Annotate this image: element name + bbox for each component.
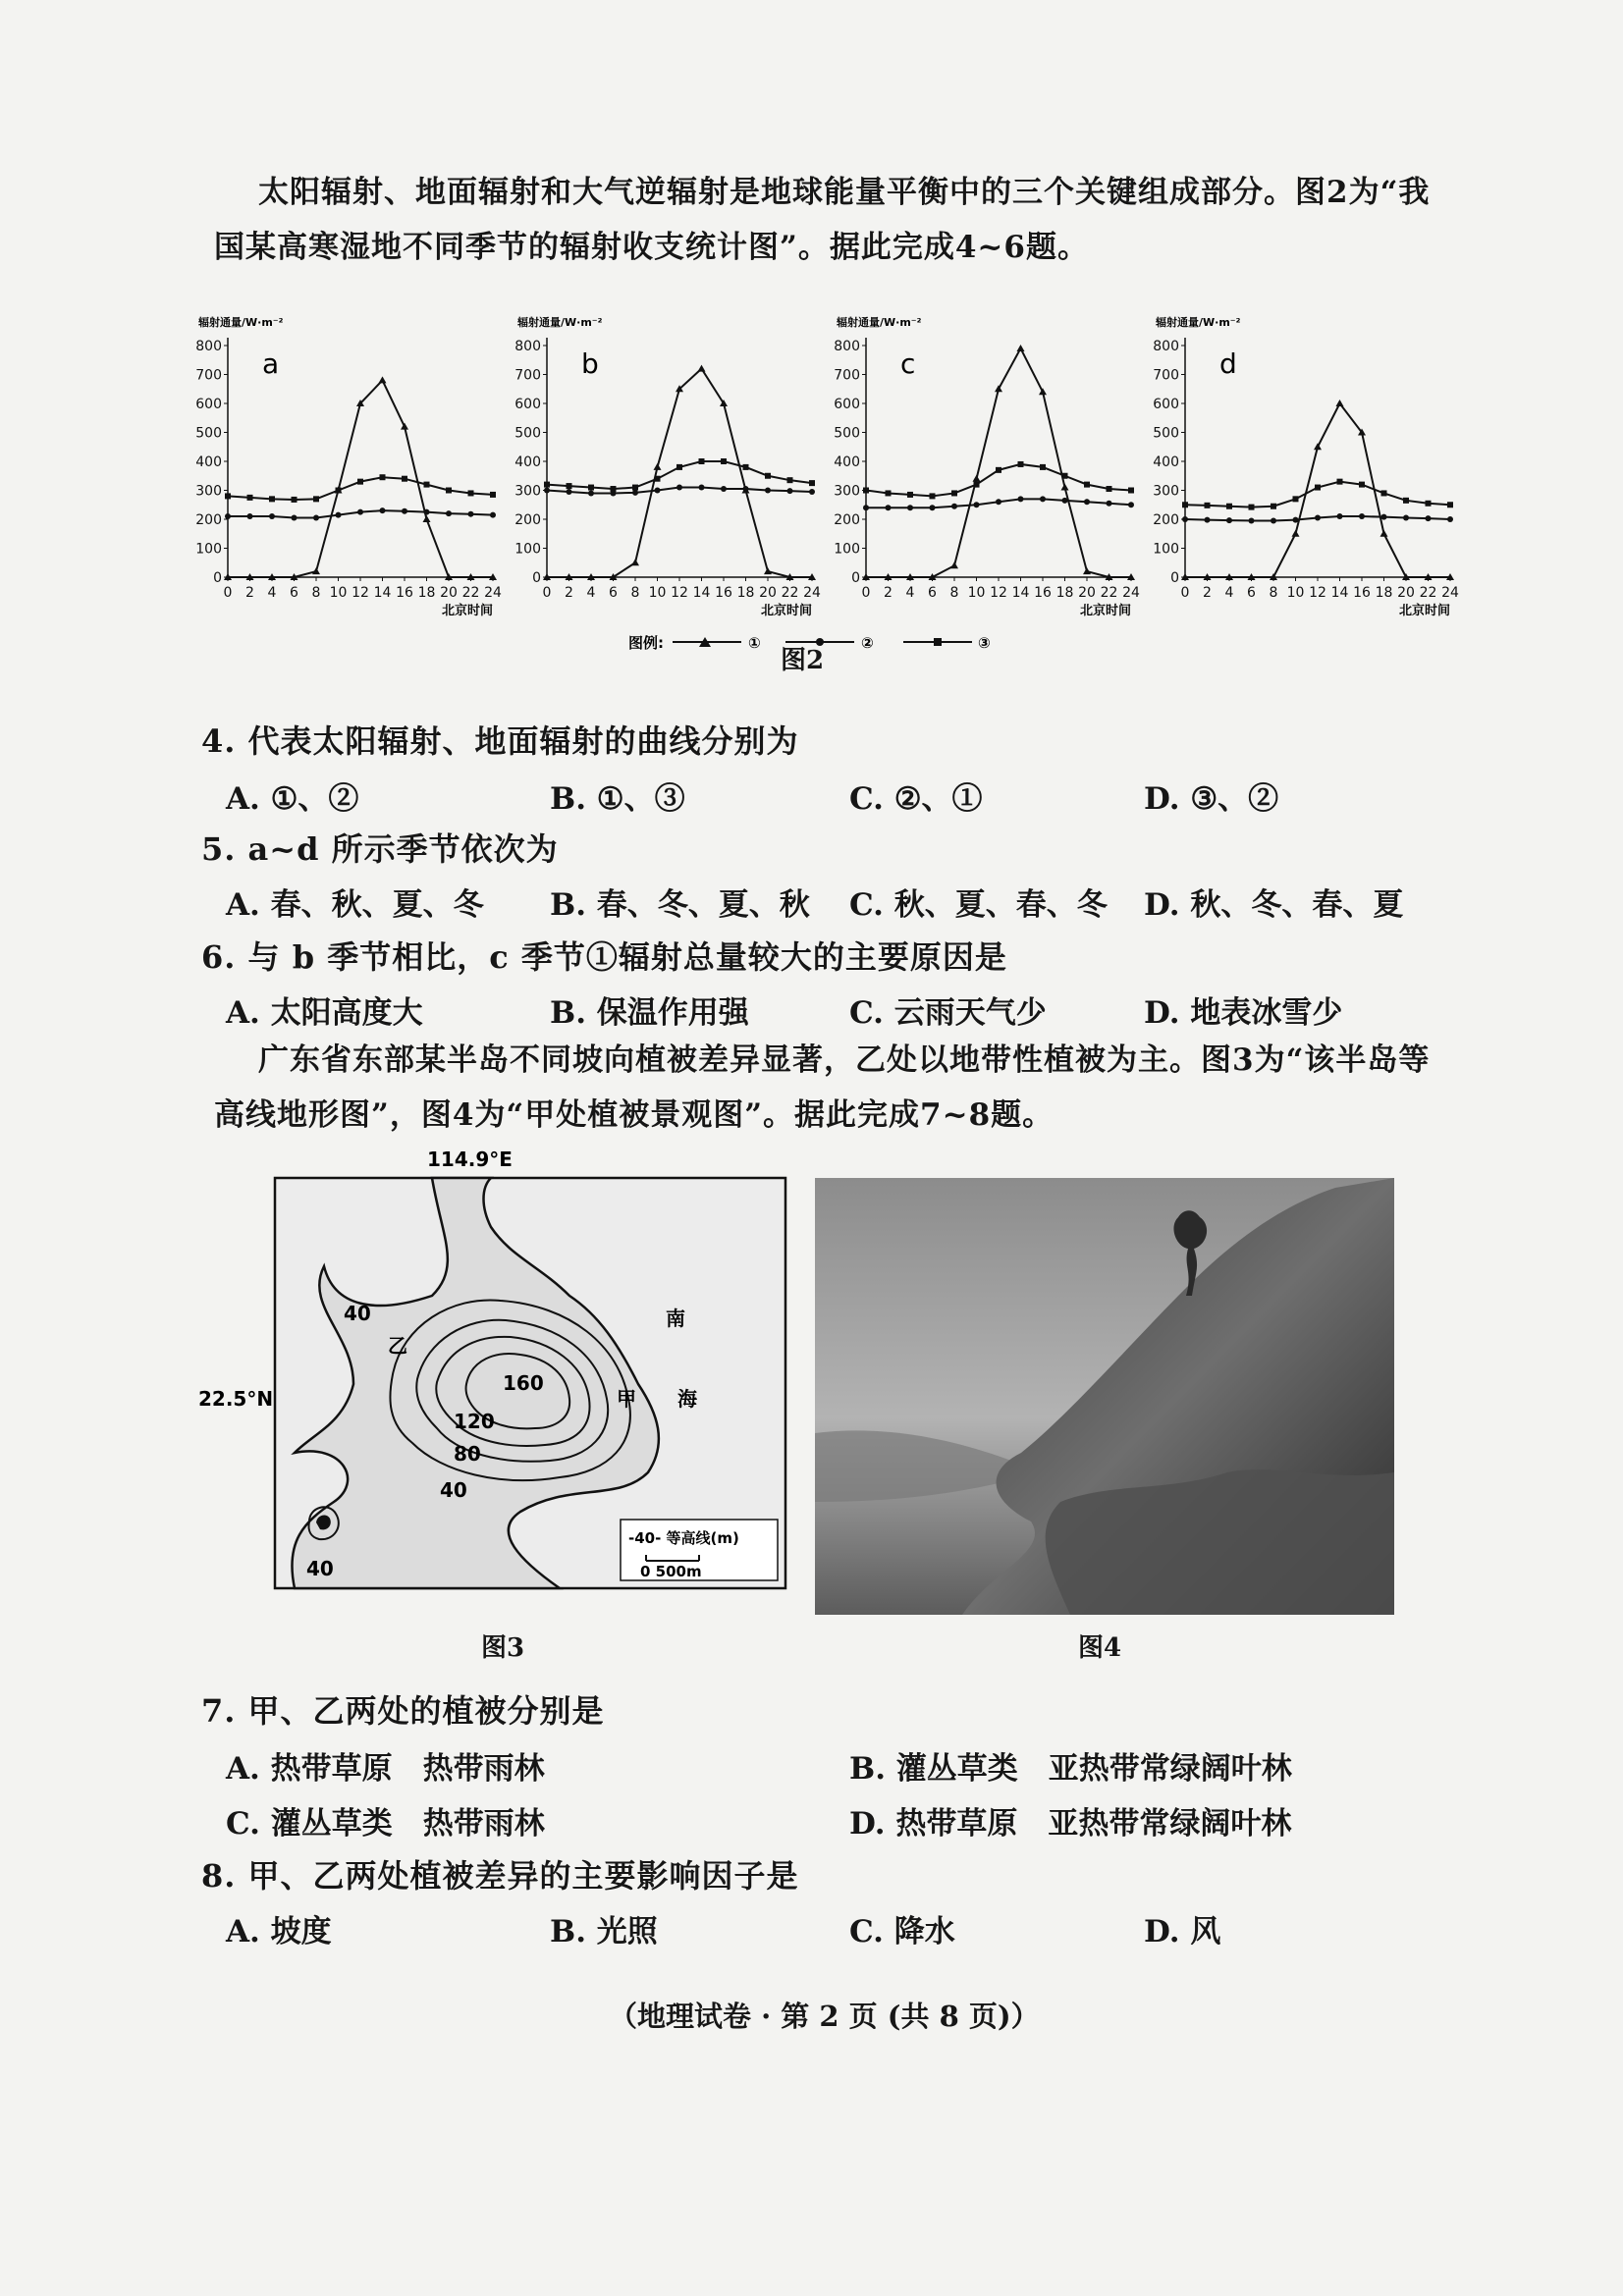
x-tick-label: 4 [905, 585, 915, 601]
x-tick-label: 22 [1100, 585, 1118, 601]
radiation-charts [196, 312, 1473, 626]
longitude-label: 114.9°E [427, 1148, 513, 1171]
series-line-1 [866, 348, 1131, 577]
y-tick-label: 300 [514, 483, 541, 500]
data-point [269, 496, 275, 502]
data-point [809, 480, 815, 486]
data-point [1226, 517, 1232, 523]
x-tick-label: 10 [329, 585, 348, 601]
x-tick-label: 18 [417, 585, 436, 601]
x-tick-label: 2 [1203, 585, 1212, 601]
data-point [886, 490, 892, 496]
x-tick-label: 0 [542, 585, 552, 601]
x-tick-label: 16 [1353, 585, 1371, 601]
y-tick-label: 600 [196, 397, 222, 412]
x-tick-label: 10 [648, 585, 667, 601]
data-point [1293, 517, 1299, 523]
question-8-stem: 8. 甲、乙两处植被差异的主要影响因子是 [201, 1857, 799, 1895]
y-tick-label: 400 [196, 454, 222, 470]
data-point [930, 505, 936, 510]
data-point [357, 479, 363, 485]
data-point [863, 488, 869, 494]
x-tick-label: 16 [396, 585, 413, 601]
data-point [1226, 504, 1232, 509]
x-tick-label: 8 [630, 585, 640, 601]
data-point [1128, 502, 1134, 507]
panel-title: b [581, 347, 599, 380]
x-axis-label: 北京时间 [760, 604, 812, 618]
data-point [225, 493, 231, 499]
y-tick-label: 800 [196, 339, 222, 354]
x-tick-label: 4 [1224, 585, 1234, 601]
x-tick-label: 6 [928, 585, 937, 601]
question-7-stem: 7. 甲、乙两处的植被分别是 [201, 1692, 605, 1730]
question-6-stem: 6. 与 b 季节相比，c 季节①辐射总量较大的主要原因是 [201, 938, 1007, 976]
data-point [654, 463, 662, 470]
data-point [1292, 530, 1300, 537]
x-tick-label: 12 [1309, 585, 1326, 601]
x-tick-label: 8 [311, 585, 321, 601]
sea-label-1: 南 [666, 1307, 685, 1330]
question-5-option-b[interactable]: B. 春、冬、夏、秋 [550, 887, 810, 923]
data-point [423, 515, 431, 522]
legend-label-2: ② [861, 634, 874, 652]
page-footer: （地理试卷 · 第 2 页 (共 8 页)） [609, 2000, 1040, 2033]
data-point [1018, 496, 1024, 502]
figure-4-caption: 图4 [1078, 1633, 1122, 1663]
data-point [1447, 502, 1453, 507]
y-tick-label: 800 [834, 339, 860, 354]
data-point [247, 495, 253, 501]
question-6-option-c[interactable]: C. 云雨天气少 [849, 995, 1047, 1031]
data-point [1315, 515, 1321, 521]
figure-4-landscape-photo [815, 1178, 1394, 1615]
x-tick-label: 18 [1055, 585, 1074, 601]
question-5-stem: 5. a~d 所示季节依次为 [201, 830, 559, 868]
data-point [1083, 567, 1091, 574]
panel-title: a [262, 347, 280, 380]
data-point [721, 486, 727, 492]
legend-label-1: ① [748, 634, 761, 652]
data-point [1128, 488, 1134, 494]
y-tick-label: 600 [834, 397, 860, 412]
data-point [401, 423, 408, 430]
data-point [1017, 345, 1025, 351]
data-point [380, 474, 386, 480]
data-point [1249, 517, 1255, 523]
map-scale-label: 0 500m [640, 1563, 702, 1580]
data-point [292, 515, 298, 521]
data-point [632, 485, 638, 491]
data-point [1205, 503, 1211, 508]
question-8-option-b[interactable]: B. 光照 [550, 1914, 658, 1949]
figure-2-caption: 图2 [781, 646, 825, 675]
data-point [631, 559, 639, 565]
y-tick-label: 300 [1153, 483, 1179, 500]
data-point [313, 515, 319, 521]
contour-label-120: 120 [454, 1410, 495, 1433]
data-point [863, 505, 869, 510]
data-point [402, 508, 407, 514]
data-point [676, 464, 682, 470]
x-tick-label: 6 [1247, 585, 1256, 601]
data-point [951, 490, 957, 496]
contour-label-80: 80 [454, 1442, 481, 1466]
data-point [1062, 498, 1068, 504]
x-tick-label: 6 [609, 585, 618, 601]
data-point [996, 467, 1001, 473]
latitude-label: 22.5°N [198, 1387, 274, 1411]
y-tick-label: 800 [514, 339, 541, 354]
data-point [446, 488, 452, 494]
y-tick-label: 200 [834, 512, 860, 528]
x-tick-label: 2 [245, 585, 254, 601]
y-tick-label: 0 [851, 570, 860, 586]
data-point [269, 513, 275, 519]
data-point [380, 507, 386, 513]
data-point [1271, 504, 1276, 509]
question-4-option-d[interactable]: D. ③、② [1144, 781, 1279, 817]
data-point [1107, 486, 1112, 492]
map-legend-contour: -40- 等高线(m) [628, 1529, 739, 1547]
data-point [974, 482, 980, 488]
x-tick-label: 14 [1011, 585, 1030, 601]
data-point [247, 513, 253, 519]
y-axis-label: 辐射通量/W·m⁻² [837, 316, 922, 329]
data-point [721, 458, 727, 464]
data-point [765, 473, 771, 479]
x-axis-label: 北京时间 [1079, 604, 1131, 618]
contour-map-graphic [196, 1148, 805, 1620]
y-tick-label: 500 [1153, 425, 1179, 442]
data-point [1205, 517, 1211, 523]
y-tick-label: 700 [1153, 367, 1179, 384]
data-point [1359, 513, 1365, 519]
question-5-option-d[interactable]: D. 秋、冬、春、夏 [1144, 887, 1404, 923]
x-axis-label: 北京时间 [441, 604, 493, 618]
x-axis-label: 北京时间 [1398, 604, 1450, 618]
question-6-option-a[interactable]: A. 太阳高度大 [226, 995, 423, 1031]
data-point [1084, 482, 1090, 488]
data-point [1293, 496, 1299, 502]
data-point [951, 504, 957, 509]
x-tick-label: 0 [861, 585, 871, 601]
data-point [292, 497, 298, 503]
data-point [1447, 516, 1453, 522]
figure-3-caption: 图3 [481, 1633, 525, 1663]
y-tick-label: 100 [1153, 541, 1179, 558]
data-point [655, 476, 661, 482]
question-8-option-c[interactable]: C. 降水 [849, 1914, 955, 1949]
data-point [424, 482, 430, 488]
data-point [1380, 530, 1388, 537]
data-point [1062, 473, 1068, 479]
x-tick-label: 4 [267, 585, 277, 601]
data-point [225, 513, 231, 519]
x-tick-label: 24 [803, 585, 821, 601]
data-point [1107, 501, 1112, 507]
data-point [930, 493, 936, 499]
panel-title: d [1219, 347, 1237, 380]
x-tick-label: 12 [990, 585, 1007, 601]
contour-label-40-c: 40 [306, 1557, 334, 1580]
y-tick-label: 700 [514, 367, 541, 384]
intro-paragraph-2: 广东省东部某半岛不同坡向植被差异显著，乙处以地带性植被为主。图3为“该半岛等高线地形图”，图4为“甲处植被景观图”。据此完成7~8题。 [214, 1042, 1431, 1133]
x-tick-label: 22 [1419, 585, 1437, 601]
data-point [765, 488, 771, 494]
y-tick-label: 0 [213, 570, 222, 586]
question-7-option-c[interactable]: C. 灌丛草类 热带雨林 [226, 1806, 545, 1842]
y-tick-label: 600 [514, 397, 541, 412]
y-tick-label: 300 [834, 483, 860, 500]
data-point [1271, 517, 1276, 523]
y-axis-label: 辐射通量/W·m⁻² [1156, 316, 1241, 329]
data-point [1337, 479, 1343, 485]
x-tick-label: 14 [1330, 585, 1349, 601]
series-line-1 [547, 369, 812, 577]
y-tick-label: 400 [514, 454, 541, 470]
data-point [1018, 461, 1024, 467]
data-point [1336, 400, 1344, 406]
data-point [1381, 514, 1387, 520]
data-point [312, 567, 320, 574]
data-point [996, 499, 1001, 505]
data-point [490, 492, 496, 498]
x-tick-label: 20 [1397, 585, 1415, 601]
y-tick-label: 700 [196, 367, 222, 384]
legend-marker-square [934, 638, 942, 646]
question-4-option-b[interactable]: B. ①、③ [550, 781, 685, 817]
question-7-option-d[interactable]: D. 热带草原 亚热带常绿阔叶林 [849, 1806, 1292, 1842]
x-tick-label: 4 [586, 585, 596, 601]
panel-title: c [900, 347, 916, 380]
question-5-option-a[interactable]: A. 春、秋、夏、冬 [226, 887, 484, 923]
intro-paragraph-1: 太阳辐射、地面辐射和大气逆辐射是地球能量平衡中的三个关键组成部分。图2为“我国某高寒湿地不同季节的辐射收支统计图”。据此完成4~6题。 [214, 175, 1431, 265]
x-tick-label: 2 [565, 585, 573, 601]
x-tick-label: 20 [1078, 585, 1096, 601]
data-point [886, 505, 892, 510]
data-point [743, 486, 749, 492]
data-point [588, 490, 594, 496]
data-point [764, 567, 772, 574]
data-point [1403, 498, 1409, 504]
x-tick-label: 10 [967, 585, 986, 601]
data-point [787, 488, 793, 494]
data-point [567, 489, 572, 495]
data-point [950, 561, 958, 568]
data-point [336, 488, 342, 494]
x-tick-label: 18 [736, 585, 755, 601]
data-point [698, 365, 706, 372]
question-8-option-a[interactable]: A. 坡度 [226, 1914, 332, 1949]
data-point [1040, 464, 1046, 470]
x-tick-label: 20 [759, 585, 777, 601]
question-4-option-c[interactable]: C. ②、① [849, 781, 983, 817]
x-tick-label: 6 [290, 585, 298, 601]
y-axis-label: 辐射通量/W·m⁻² [198, 316, 284, 329]
x-tick-label: 10 [1286, 585, 1305, 601]
data-point [424, 509, 430, 515]
point-yi: 乙 [388, 1334, 407, 1358]
x-tick-label: 14 [692, 585, 711, 601]
x-tick-label: 14 [373, 585, 392, 601]
data-point [313, 496, 319, 502]
data-point [787, 477, 793, 483]
question-8-option-d[interactable]: D. 风 [1144, 1914, 1221, 1949]
y-tick-label: 600 [1153, 397, 1179, 412]
y-tick-label: 200 [1153, 512, 1179, 528]
y-tick-label: 300 [196, 483, 222, 500]
data-point [973, 475, 981, 482]
x-tick-label: 24 [484, 585, 502, 601]
x-tick-label: 0 [1180, 585, 1190, 601]
data-point [490, 512, 496, 518]
data-point [1040, 496, 1046, 502]
data-point [468, 511, 474, 517]
x-tick-label: 2 [884, 585, 893, 601]
y-tick-label: 100 [196, 541, 222, 558]
data-point [809, 489, 815, 495]
x-tick-label: 8 [949, 585, 959, 601]
y-tick-label: 500 [514, 425, 541, 442]
figure-3-contour-map [196, 1148, 805, 1620]
data-point [676, 485, 682, 491]
data-point [699, 485, 705, 491]
data-point [1314, 443, 1322, 450]
data-point [1249, 505, 1255, 510]
data-point [379, 376, 387, 383]
contour-label-40-b: 40 [344, 1302, 371, 1325]
data-point [1426, 515, 1432, 521]
point-jia: 甲 [617, 1387, 636, 1411]
data-point [699, 458, 705, 464]
legend-prefix: 图例: [628, 634, 664, 652]
x-tick-label: 24 [1122, 585, 1140, 601]
data-point [974, 502, 980, 507]
y-tick-label: 800 [1153, 339, 1179, 354]
data-point [468, 490, 474, 496]
data-point [1084, 499, 1090, 505]
question-4-stem: 4. 代表太阳辐射、地面辐射的曲线分别为 [201, 722, 799, 760]
data-point [1182, 516, 1188, 522]
question-4-option-a[interactable]: A. ①、② [226, 781, 359, 817]
legend-label-3: ③ [978, 634, 991, 652]
x-tick-label: 12 [671, 585, 688, 601]
figure-2 [196, 312, 1473, 626]
data-point [402, 476, 407, 482]
x-tick-label: 24 [1441, 585, 1459, 601]
data-point [1061, 484, 1069, 491]
x-tick-label: 8 [1269, 585, 1278, 601]
y-tick-label: 200 [196, 512, 222, 528]
data-point [544, 482, 550, 488]
y-tick-label: 400 [1153, 454, 1179, 470]
data-point [907, 492, 913, 498]
y-axis-label: 辐射通量/W·m⁻² [517, 316, 603, 329]
y-tick-label: 100 [834, 541, 860, 558]
y-tick-label: 200 [514, 512, 541, 528]
x-tick-label: 16 [1034, 585, 1052, 601]
question-7-option-a[interactable]: A. 热带草原 热带雨林 [226, 1751, 545, 1787]
x-tick-label: 0 [223, 585, 233, 601]
data-point [1426, 501, 1432, 507]
question-7-option-b[interactable]: B. 灌丛草类 亚热带常绿阔叶林 [849, 1751, 1292, 1787]
x-tick-label: 12 [352, 585, 369, 601]
contour-label-40-a: 40 [440, 1478, 467, 1502]
x-tick-label: 20 [440, 585, 458, 601]
sea-label-2: 海 [677, 1387, 697, 1411]
data-point [567, 483, 572, 489]
data-point [1359, 482, 1365, 488]
x-tick-label: 22 [461, 585, 480, 601]
data-point [1315, 485, 1321, 491]
x-tick-label: 18 [1375, 585, 1393, 601]
y-tick-label: 500 [196, 425, 222, 442]
data-point [336, 512, 342, 518]
data-point [995, 385, 1002, 392]
data-point [588, 485, 594, 491]
data-point [907, 505, 913, 510]
data-point [1403, 515, 1409, 521]
question-6-option-d[interactable]: D. 地表冰雪少 [1144, 995, 1343, 1031]
y-tick-label: 500 [834, 425, 860, 442]
x-tick-label: 16 [715, 585, 732, 601]
data-point [632, 490, 638, 496]
contour-label-160: 160 [503, 1371, 544, 1395]
data-point [1337, 513, 1343, 519]
x-tick-label: 22 [781, 585, 799, 601]
data-point [655, 488, 661, 494]
y-tick-label: 100 [514, 541, 541, 558]
data-point [1381, 490, 1387, 496]
y-tick-label: 400 [834, 454, 860, 470]
data-point [743, 464, 749, 470]
data-point [611, 486, 617, 492]
y-tick-label: 700 [834, 367, 860, 384]
data-point [544, 488, 550, 494]
question-6-option-b[interactable]: B. 保温作用强 [550, 995, 749, 1031]
y-tick-label: 0 [1170, 570, 1179, 586]
data-point [1039, 388, 1047, 395]
question-5-option-c[interactable]: C. 秋、夏、春、冬 [849, 887, 1108, 923]
landscape-photo-graphic [815, 1178, 1394, 1615]
data-point [446, 510, 452, 516]
y-tick-label: 0 [532, 570, 541, 586]
data-point [357, 509, 363, 515]
data-point [1182, 502, 1188, 507]
